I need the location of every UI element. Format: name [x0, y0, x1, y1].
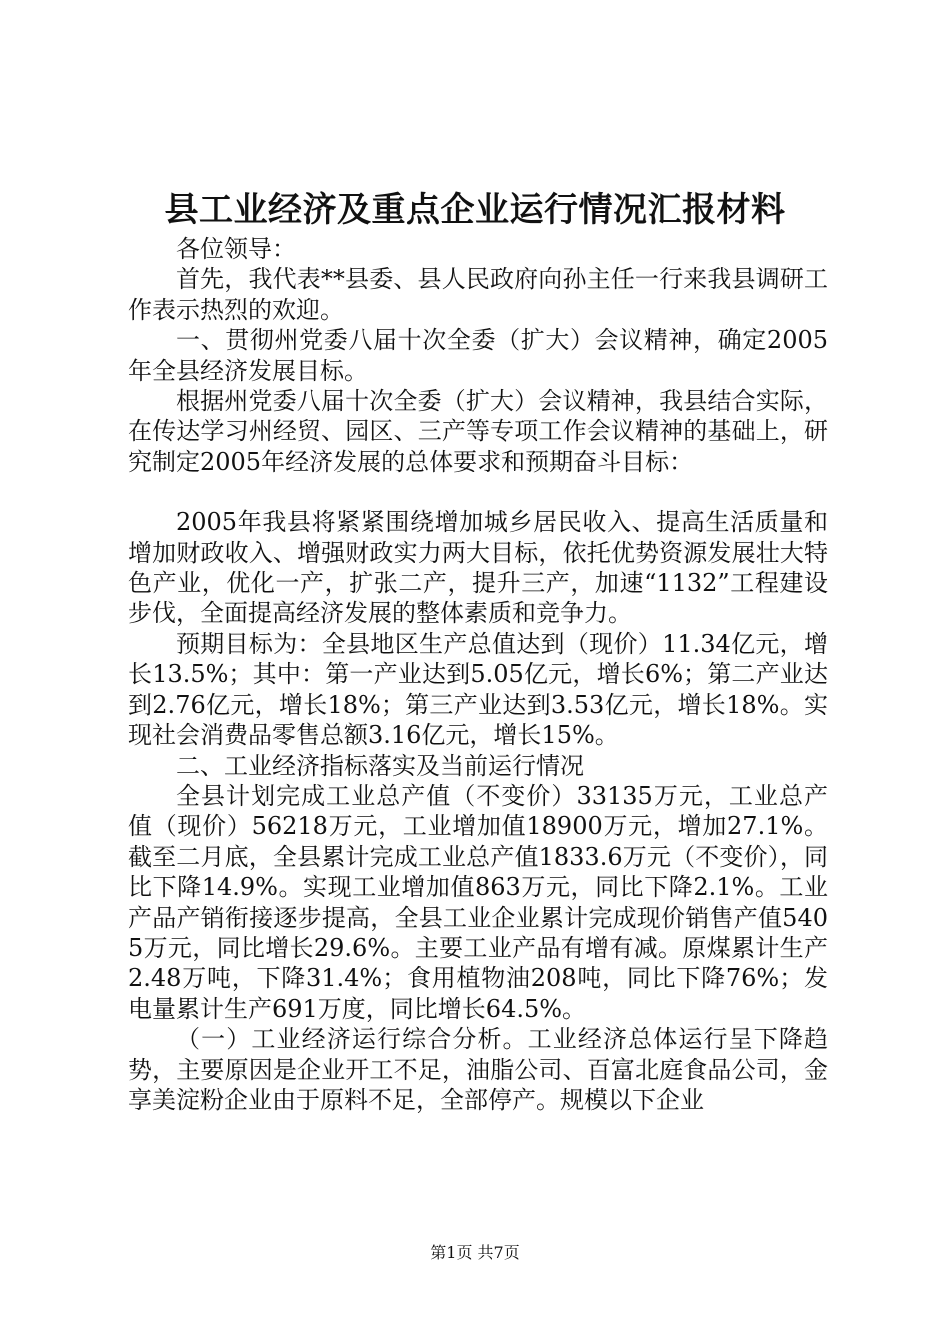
analysis-paragraph: （一）工业经济运行综合分析。工业经济总体运行呈下降趋势，主要原因是企业开工不足，油脂公司、百富北庭食品公司，金享美淀粉企业由于原料不足，全部停产。规模以下企业 — [128, 1025, 828, 1114]
section-one-heading: 一、贯彻州党委八届十次全委（扩大）会议精神，确定2005年全县经济发展目标。 — [128, 326, 828, 385]
context-paragraph: 根据州党委八届十次全委（扩大）会议精神，我县结合实际，在传达学习州经贸、园区、三产等专项工作会议精神的基础上，研究制定2005年经济发展的总体要求和预期奋斗目标： — [128, 387, 828, 476]
document-body — [128, 234, 828, 1115]
targets-paragraph: 预期目标为：全县地区生产总值达到（现价）11.34亿元，增长13.5%；其中：第一产业达到5.05亿元，增长6%；第二产业达到2.76亿元，增长18%；第三产业达到3.53亿元，增长18%。实现社会消费品零售总额3.16亿元，增长15%。 — [128, 629, 828, 750]
salutation-paragraph: 各位领导： — [176, 235, 296, 263]
welcome-paragraph: 首先，我代表**县委、县人民政府向孙主任一行来我县调研工作表示热烈的欢迎。 — [128, 265, 828, 324]
section-two-heading: 二、工业经济指标落实及当前运行情况 — [176, 751, 584, 780]
goals-paragraph: 2005年我县将紧紧围绕增加城乡居民收入、提高生活质量和增加财政收入、增强财政实力两大目标，依托优势资源发展壮大特色产业，优化一产，扩张二产，提升三产，加速“1132”工程建设步伐，全面提高经济发展的整体素质和竞争力。 — [128, 508, 828, 628]
page-number-footer: 第1页 共7页 — [430, 1243, 520, 1262]
document-title: 县工业经济及重点企业运行情况汇报材料 — [164, 190, 786, 230]
indicators-paragraph: 全县计划完成工业总产值（不变价）33135万元，工业总产值（现价）56218万元，工业增加值18900万元，增加27.1%。截至二月底，全县累计完成工业总产值1833.6万元（不变价），同比下降14.9%。实现工业增加值863万元，同比下降2.1%。工业产品产销衔接逐步提高，全县工业企业累计完成现价销售产值5405万元，同比增长29.6%。主要工业产品有增有减。原煤累计生产2.48万吨，下降31.4%；食用植物油208吨，同比下降76%；发电量累计生产691万度，同比增长64.5%。 — [128, 781, 828, 1023]
